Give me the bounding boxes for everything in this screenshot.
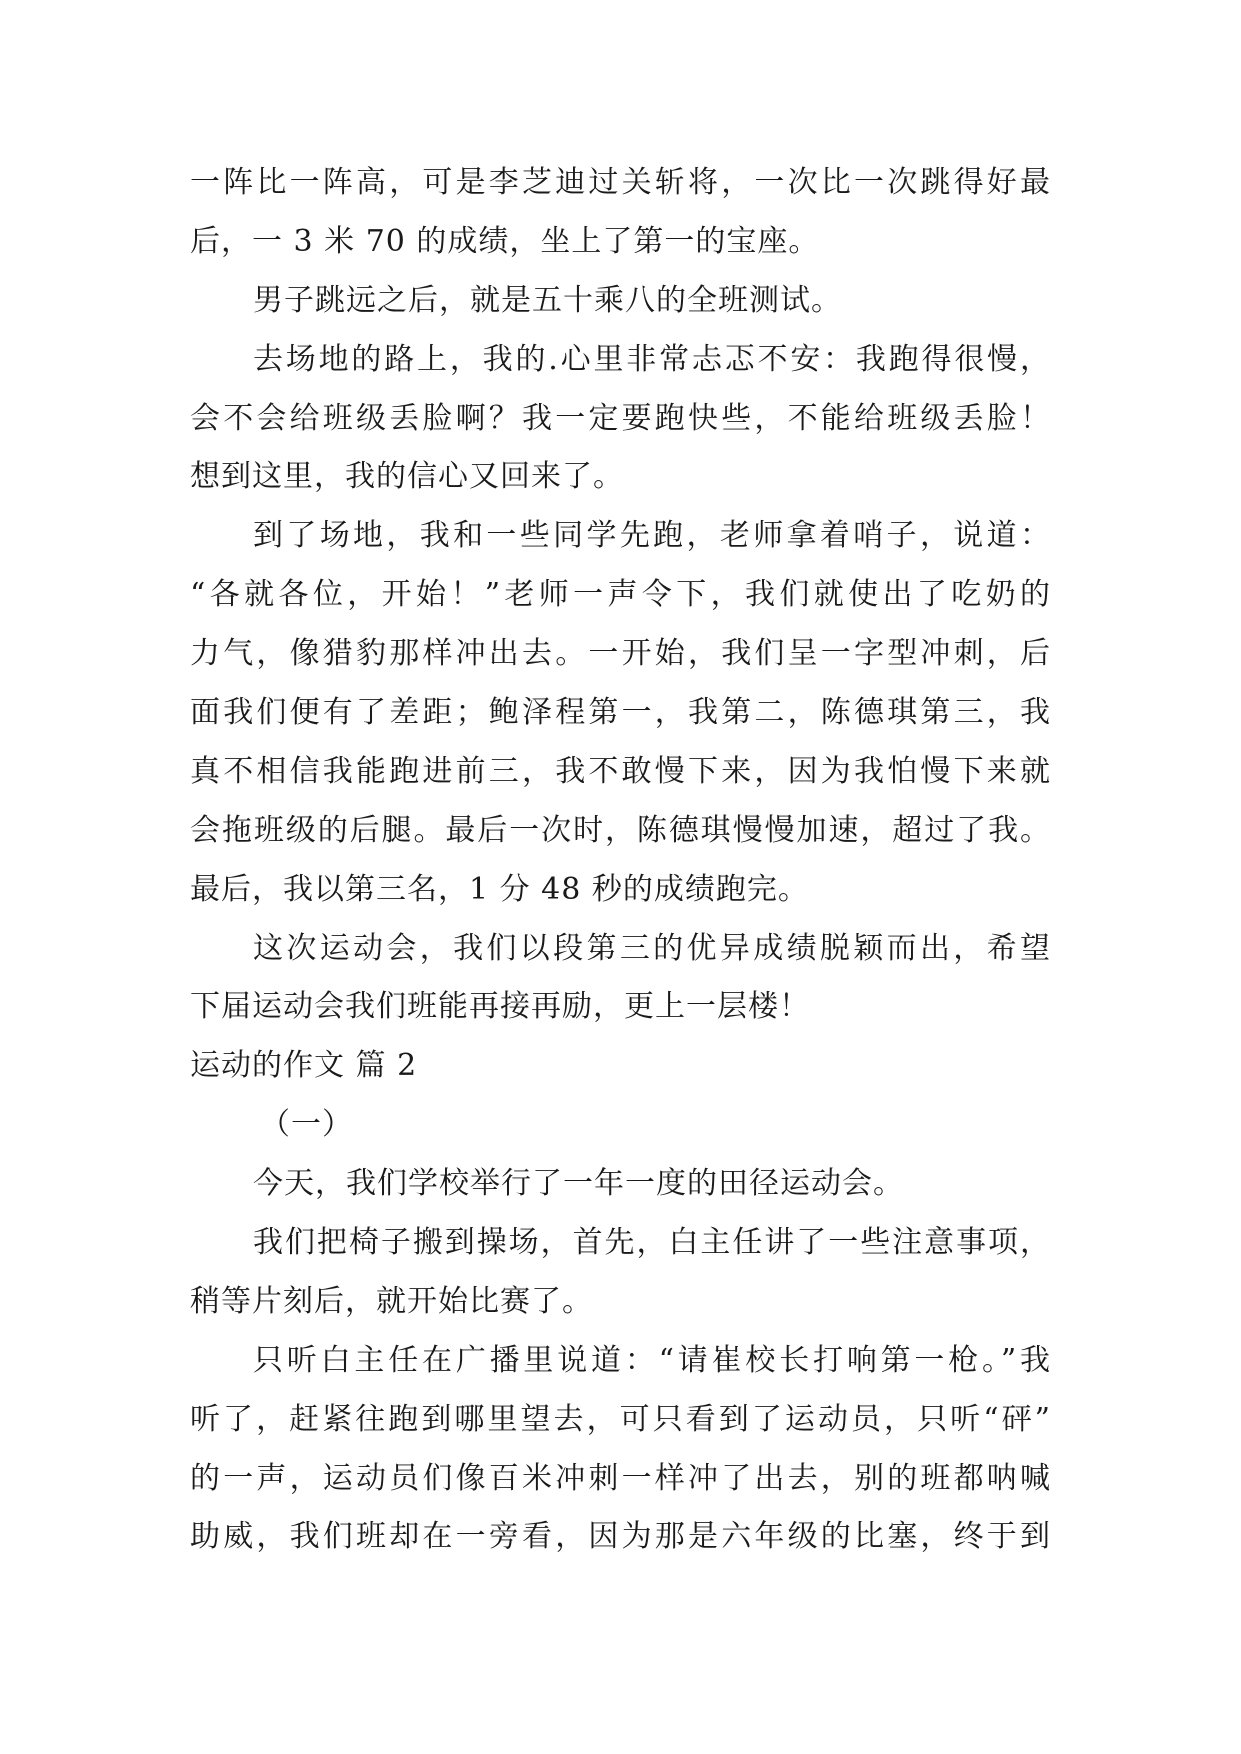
sub-heading: （一） <box>260 1107 353 1143</box>
paragraph-start: 今天，我们学校举行了一年一度的田径运动会。 <box>253 1166 904 1202</box>
text-line: 听了，赶紧往跑到哪里望去，可只看到了运动员，只听“砰” <box>190 1401 1050 1437</box>
text-line: 一阵比一阵高，可是李芝迪过关斩将，一次比一次跳得好最 <box>190 165 1050 200</box>
paragraph-start: 这次运动会，我们以段第三的优异成绩脱颖而出，希望 <box>253 930 1050 966</box>
paragraph-start: 去场地的路上，我的.心里非常忐忑不安：我跑得很慢， <box>253 341 1050 377</box>
text-line: 最后，我以第三名，1 分 48 秒的成绩跑完。 <box>190 871 809 907</box>
text-line: 会不会给班级丢脸啊？我一定要跑快些，不能给班级丢脸！ <box>190 400 1050 436</box>
text-line: 会拖班级的后腿。最后一次时，陈德琪慢慢加速，超过了我。 <box>190 812 1050 848</box>
section-heading: 运动的作文 篇 2 <box>190 1048 418 1084</box>
text-line: 助威，我们班却在一旁看，因为那是六年级的比塞，终于到 <box>190 1519 1050 1555</box>
paragraph-start: 男子跳远之后，就是五十乘八的全班测试。 <box>253 282 842 318</box>
text-line: 后，一 3 米 70 的成绩，坐上了第一的宝座。 <box>190 223 820 259</box>
text-line: 稍等片刻后，就开始比赛了。 <box>190 1283 593 1319</box>
text-line: 下届运动会我们班能再接再励，更上一层楼！ <box>190 989 810 1025</box>
paragraph-start: 到了场地，我和一些同学先跑，老师拿着哨子，说道： <box>253 518 1050 554</box>
text-line: 力气，像猎豹那样冲出去。一开始，我们呈一字型冲刺，后 <box>190 636 1050 672</box>
paragraph-start: 只听白主任在广播里说道：“请崔校长打响第一枪。”我 <box>253 1342 1050 1378</box>
text-line: 想到这里，我的信心又回来了。 <box>190 459 624 495</box>
text-line: 真不相信我能跑进前三，我不敢慢下来，因为我怕慢下来就 <box>190 753 1050 789</box>
text-line: “各就各位，开始！”老师一声令下，我们就使出了吃奶的 <box>190 577 1050 613</box>
text-line: 面我们便有了差距；鲍泽程第一，我第二，陈德琪第三，我 <box>190 695 1050 731</box>
text-line: 的一声，运动员们像百米冲刺一样冲了出去，别的班都呐喊 <box>190 1460 1050 1496</box>
paragraph-start: 我们把椅子搬到操场，首先，白主任讲了一些注意事项， <box>253 1225 1050 1261</box>
essay-body <box>190 154 1050 1567</box>
